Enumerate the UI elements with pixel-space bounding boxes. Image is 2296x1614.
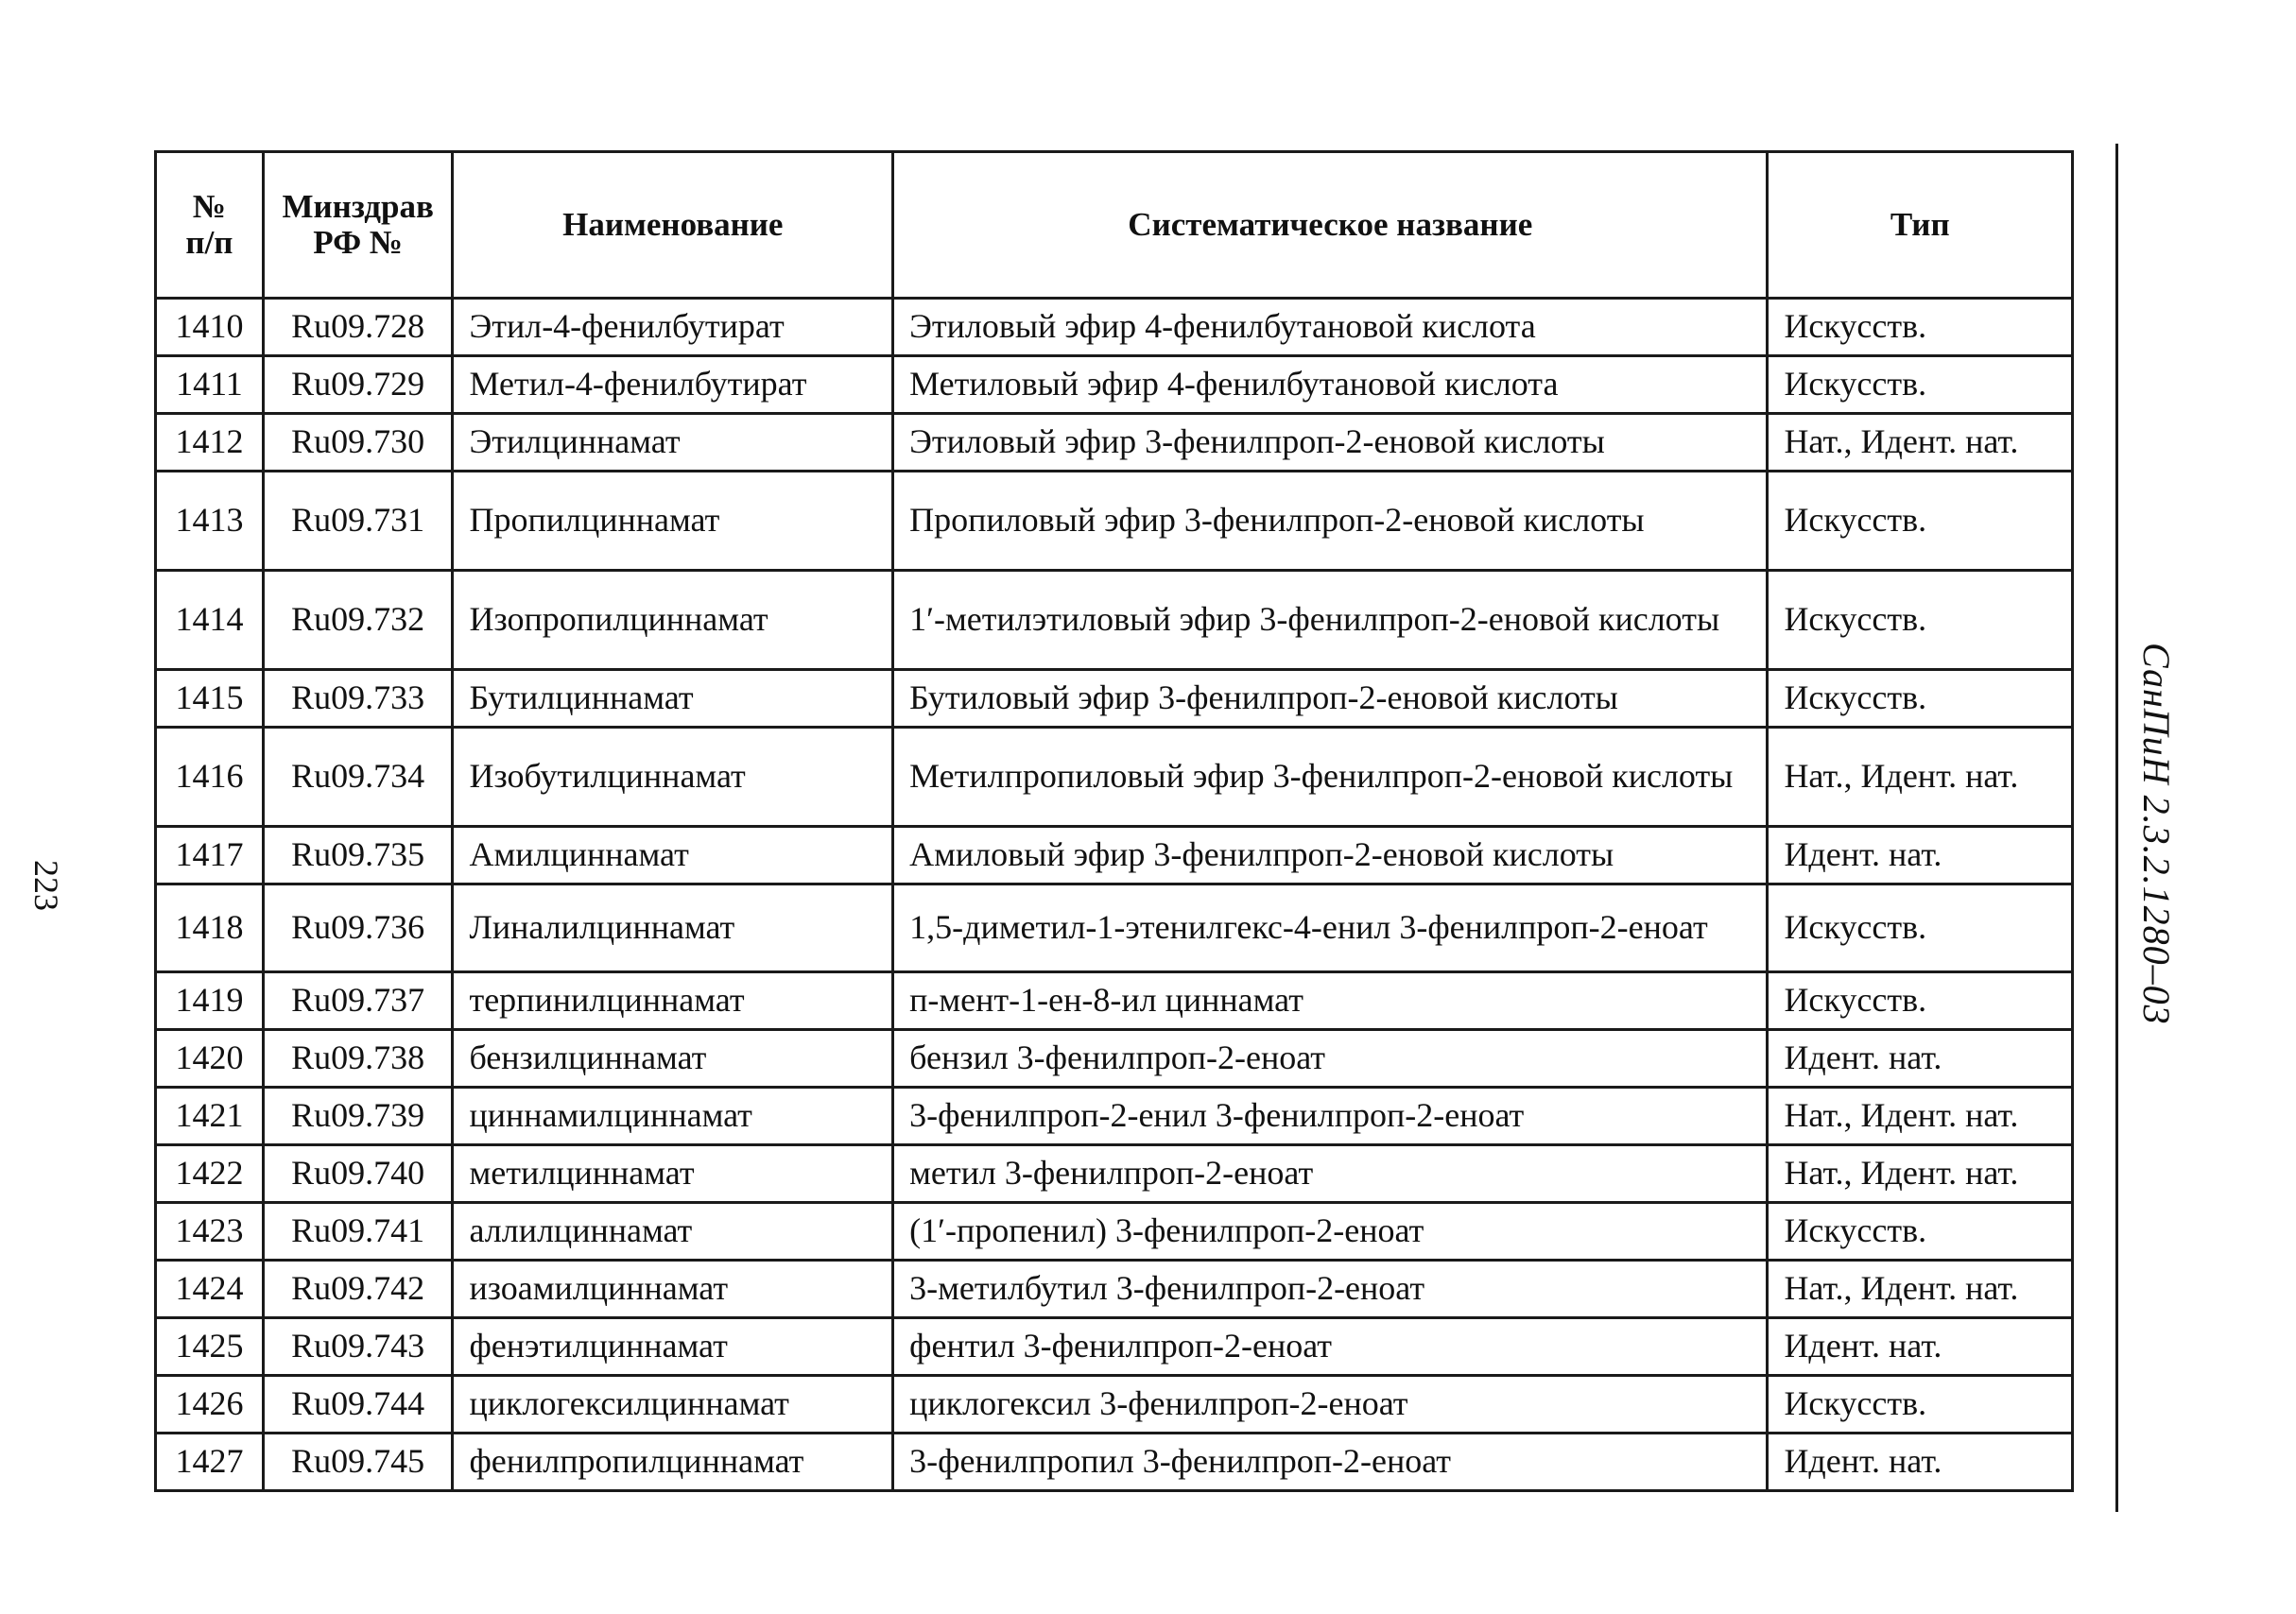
cell-registry: Ru09.741	[263, 1203, 453, 1261]
cell-systematic-name: (1ʹ-пропенил) 3-фенилпроп-2-еноат	[893, 1203, 1768, 1261]
cell-systematic-name: 1,5-диметил-1-этенилгекс-4-енил 3-фенилпроп-2-еноат	[893, 884, 1768, 972]
header-systematic-name: Систематическое название	[893, 152, 1768, 299]
cell-name: терпинилциннамат	[453, 972, 893, 1030]
cell-registry: Ru09.735	[263, 827, 453, 884]
cell-type: Нат., Идент. нат.	[1768, 414, 2073, 472]
table-row	[156, 884, 2073, 972]
header-name: Наименование	[453, 152, 893, 299]
cell-type: Нат., Идент. нат.	[1768, 728, 2073, 827]
cell-type: Нат., Идент. нат.	[1768, 1145, 2073, 1203]
cell-registry: Ru09.729	[263, 356, 453, 414]
table-header-row	[156, 152, 2073, 299]
cell-type: Идент. нат.	[1768, 827, 2073, 884]
cell-registry: Ru09.738	[263, 1030, 453, 1088]
cell-number: 1426	[156, 1376, 264, 1434]
cell-systematic-name: Пропиловый эфир 3-фенилпроп-2-еновой кислоты	[893, 472, 1768, 571]
cell-name: бензилциннамат	[453, 1030, 893, 1088]
header-number: № п/п	[156, 152, 264, 299]
cell-name: циклогексилциннамат	[453, 1376, 893, 1434]
cell-type: Искусств.	[1768, 884, 2073, 972]
cell-systematic-name: циклогексил 3-фенилпроп-2-еноат	[893, 1376, 1768, 1434]
cell-name: Этилциннамат	[453, 414, 893, 472]
cell-name: Изобутилциннамат	[453, 728, 893, 827]
substances-table	[154, 150, 2074, 1492]
cell-type: Искусств.	[1768, 670, 2073, 728]
cell-number: 1422	[156, 1145, 264, 1203]
header-type: Тип	[1768, 152, 2073, 299]
cell-registry: Ru09.731	[263, 472, 453, 571]
cell-registry: Ru09.732	[263, 571, 453, 670]
cell-name: Пропилциннамат	[453, 472, 893, 571]
cell-systematic-name: фентил 3-фенилпроп-2-еноат	[893, 1318, 1768, 1376]
table-row	[156, 728, 2073, 827]
cell-name: фенэтилциннамат	[453, 1318, 893, 1376]
cell-registry: Ru09.743	[263, 1318, 453, 1376]
table-row	[156, 827, 2073, 884]
cell-type: Искусств.	[1768, 299, 2073, 356]
cell-type: Нат., Идент. нат.	[1768, 1261, 2073, 1318]
table-row	[156, 1318, 2073, 1376]
cell-name: циннамилциннамат	[453, 1088, 893, 1145]
cell-number: 1415	[156, 670, 264, 728]
table-row	[156, 299, 2073, 356]
cell-name: аллилциннамат	[453, 1203, 893, 1261]
cell-number: 1421	[156, 1088, 264, 1145]
cell-type: Идент. нат.	[1768, 1030, 2073, 1088]
cell-number: 1417	[156, 827, 264, 884]
running-header: СанПиН 2.3.2.1280–03	[2135, 643, 2178, 1025]
table-row	[156, 1261, 2073, 1318]
cell-name: Бутилциннамат	[453, 670, 893, 728]
cell-name: Линалилциннамат	[453, 884, 893, 972]
cell-systematic-name: Амиловый эфир 3-фенилпроп-2-еновой кислоты	[893, 827, 1768, 884]
cell-registry: Ru09.745	[263, 1434, 453, 1491]
cell-number: 1416	[156, 728, 264, 827]
cell-name: фенилпропилциннамат	[453, 1434, 893, 1491]
page-number: 223	[27, 860, 65, 911]
cell-number: 1414	[156, 571, 264, 670]
cell-systematic-name: Этиловый эфир 3-фенилпроп-2-еновой кислоты	[893, 414, 1768, 472]
cell-type: Идент. нат.	[1768, 1318, 2073, 1376]
cell-name: метилциннамат	[453, 1145, 893, 1203]
table-row	[156, 1088, 2073, 1145]
cell-registry: Ru09.733	[263, 670, 453, 728]
cell-type: Искусств.	[1768, 1203, 2073, 1261]
margin-rule	[2115, 144, 2118, 1512]
table-row	[156, 1145, 2073, 1203]
cell-name: Амилциннамат	[453, 827, 893, 884]
cell-registry: Ru09.737	[263, 972, 453, 1030]
cell-type: Искусств.	[1768, 1376, 2073, 1434]
table-row	[156, 414, 2073, 472]
cell-systematic-name: 3-метилбутил 3-фенилпроп-2-еноат	[893, 1261, 1768, 1318]
cell-type: Искусств.	[1768, 472, 2073, 571]
cell-number: 1410	[156, 299, 264, 356]
cell-registry: Ru09.740	[263, 1145, 453, 1203]
cell-registry: Ru09.744	[263, 1376, 453, 1434]
cell-systematic-name: Бутиловый эфир 3-фенилпроп-2-еновой кислоты	[893, 670, 1768, 728]
table-body	[156, 299, 2073, 1491]
table-row	[156, 1434, 2073, 1491]
cell-systematic-name: Метиловый эфир 4-фенилбутановой кислота	[893, 356, 1768, 414]
cell-type: Искусств.	[1768, 356, 2073, 414]
cell-name: Этил-4-фенилбутират	[453, 299, 893, 356]
cell-systematic-name: метил 3-фенилпроп-2-еноат	[893, 1145, 1768, 1203]
cell-type: Искусств.	[1768, 571, 2073, 670]
cell-systematic-name: Метилпропиловый эфир 3-фенилпроп-2-еновой кислоты	[893, 728, 1768, 827]
table-row	[156, 1203, 2073, 1261]
header-registry: Минздрав РФ №	[263, 152, 453, 299]
cell-number: 1419	[156, 972, 264, 1030]
cell-type: Идент. нат.	[1768, 1434, 2073, 1491]
cell-number: 1411	[156, 356, 264, 414]
cell-systematic-name: 3-фенилпроп-2-енил 3-фенилпроп-2-еноат	[893, 1088, 1768, 1145]
cell-registry: Ru09.730	[263, 414, 453, 472]
cell-systematic-name: 1ʹ-метилэтиловый эфир 3-фенилпроп-2-еновой кислоты	[893, 571, 1768, 670]
cell-registry: Ru09.736	[263, 884, 453, 972]
cell-systematic-name: 3-фенилпропил 3-фенилпроп-2-еноат	[893, 1434, 1768, 1491]
cell-systematic-name: бензил 3-фенилпроп-2-еноат	[893, 1030, 1768, 1088]
cell-number: 1427	[156, 1434, 264, 1491]
cell-registry: Ru09.728	[263, 299, 453, 356]
cell-name: Метил-4-фенилбутират	[453, 356, 893, 414]
cell-registry: Ru09.734	[263, 728, 453, 827]
cell-type: Нат., Идент. нат.	[1768, 1088, 2073, 1145]
cell-number: 1424	[156, 1261, 264, 1318]
cell-registry: Ru09.742	[263, 1261, 453, 1318]
table-row	[156, 670, 2073, 728]
table-row	[156, 356, 2073, 414]
cell-number: 1418	[156, 884, 264, 972]
cell-type: Искусств.	[1768, 972, 2073, 1030]
cell-number: 1420	[156, 1030, 264, 1088]
table-row	[156, 1376, 2073, 1434]
table-row	[156, 472, 2073, 571]
cell-number: 1412	[156, 414, 264, 472]
table-row	[156, 1030, 2073, 1088]
cell-name: изоамилциннамат	[453, 1261, 893, 1318]
table-row	[156, 571, 2073, 670]
cell-systematic-name: Этиловый эфир 4-фенилбутановой кислота	[893, 299, 1768, 356]
cell-registry: Ru09.739	[263, 1088, 453, 1145]
cell-number: 1413	[156, 472, 264, 571]
cell-systematic-name: п-мент-1-ен-8-ил циннамат	[893, 972, 1768, 1030]
table-row	[156, 972, 2073, 1030]
cell-name: Изопропилциннамат	[453, 571, 893, 670]
cell-number: 1425	[156, 1318, 264, 1376]
cell-number: 1423	[156, 1203, 264, 1261]
